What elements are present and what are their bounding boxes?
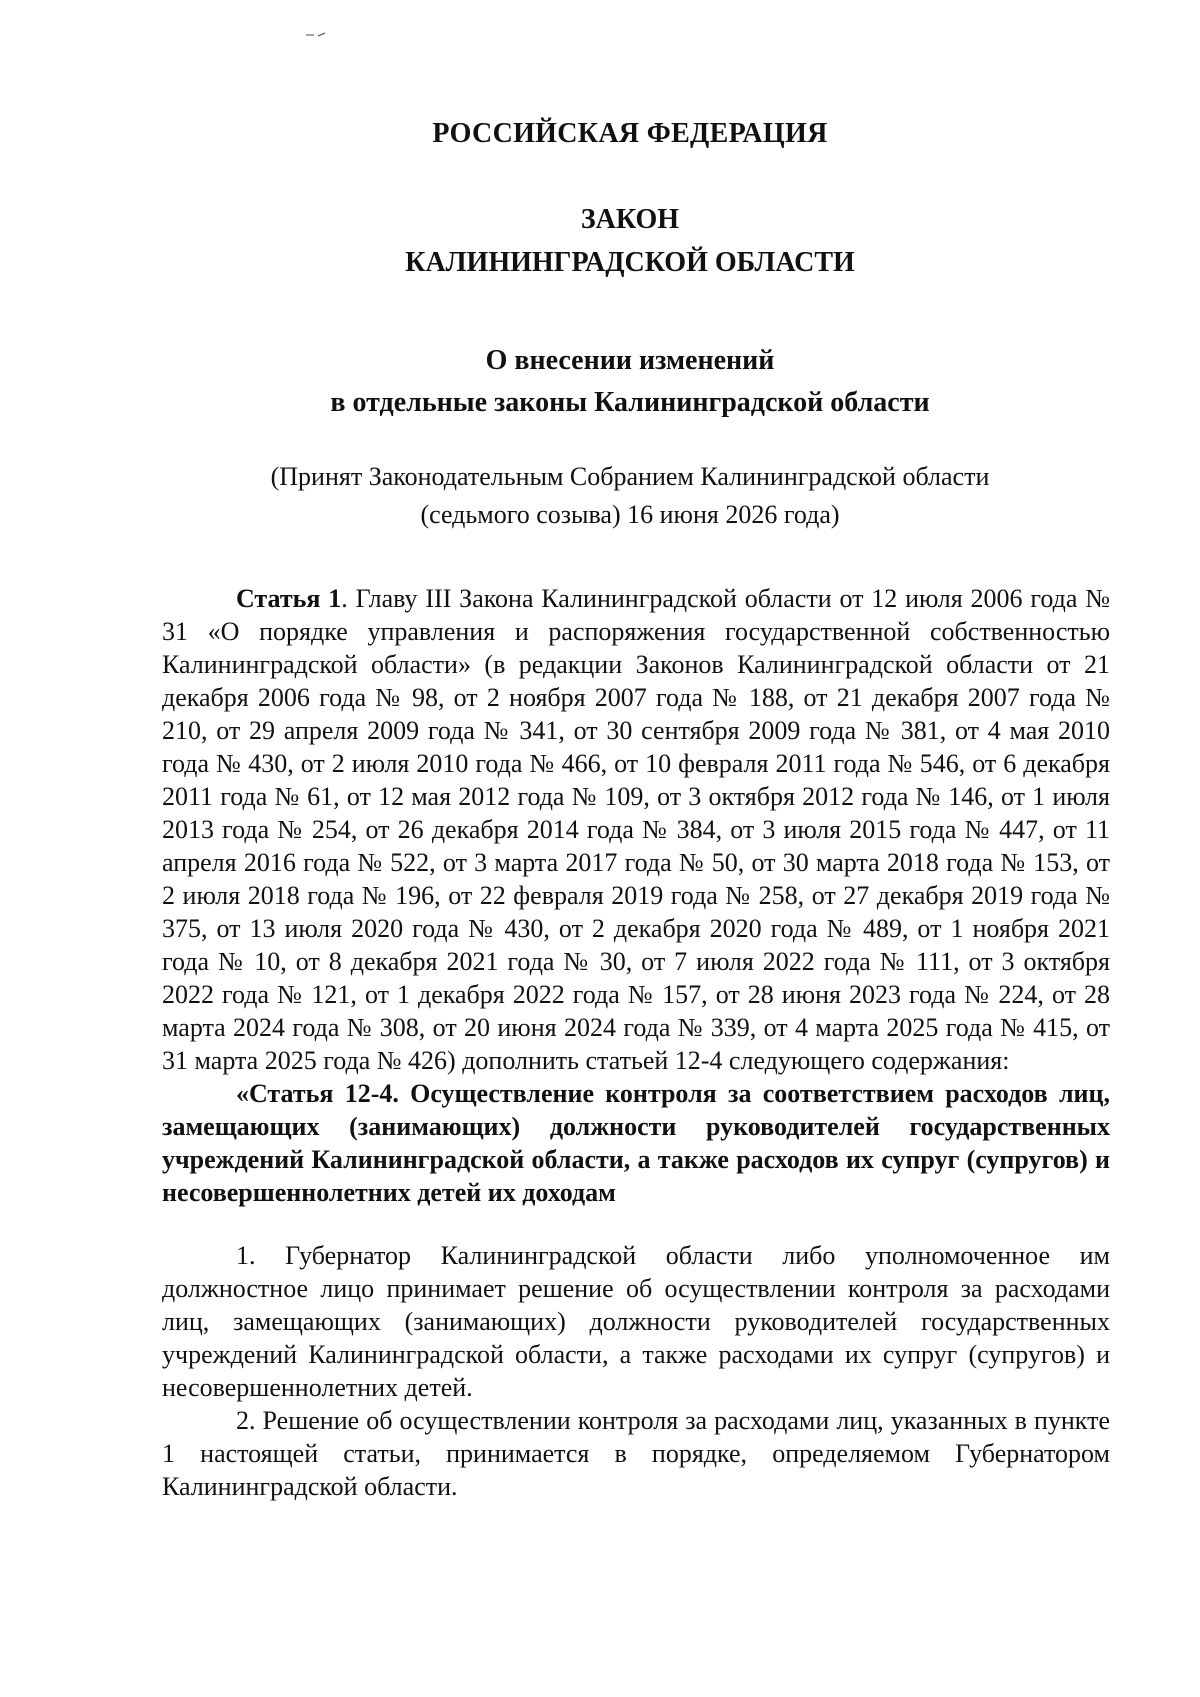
law-subject xyxy=(150,340,1110,424)
article-1-paragraph xyxy=(162,582,1110,1077)
adoption-note-line-2: (седьмого созыва) 16 июня 2026 года) xyxy=(420,500,840,529)
paragraph-gap xyxy=(162,1209,1110,1239)
law-title-line-2: КАЛИНИНГРАДСКОЙ ОБЛАСТИ xyxy=(405,247,855,278)
article-12-4-heading: «Статья 12-4. Осуществление контроля за соответствием расходов лиц, замещающих (занимающих) должности руководителей государственных учреждений Калининградской области, а также расходов их супруг (супругов) и несовершеннолетних детей их доходам xyxy=(162,1079,1110,1207)
law-subject-line-1: О внесении изменений xyxy=(485,345,775,376)
article-1-label: Статья 1 xyxy=(236,584,342,613)
adoption-note-line-1: (Принят Законодательным Собранием Калининградской области xyxy=(270,462,990,491)
scan-artifact-mark xyxy=(305,30,327,40)
law-subject-line-2: в отдельные законы Калининградской области xyxy=(330,387,930,418)
article-12-4-point-2: 2. Решение об осуществлении контроля за расходами лиц, указанных в пункте 1 настоящей статьи, принимается в порядке, определяемом Губернатором Калининградской области. xyxy=(162,1406,1110,1501)
adoption-note xyxy=(150,458,1110,534)
article-12-4-point-1: 1. Губернатор Калининградской области либо уполномоченное им должностное лицо принимает решение об осуществлении контроля за расходами лиц, замещающих (занимающих) должности руководителей государственных учреждений Калининградской области, а также расходами их супруг (супругов) и несовершеннолетних детей. xyxy=(162,1241,1110,1402)
law-title-line-1: ЗАКОН xyxy=(580,204,680,235)
law-body xyxy=(162,582,1110,1503)
article-1-text: . Главу III Закона Калининградской области от 12 июля 2006 года № 31 «О порядке управления и распоряжения государственной собственностью Калининградской области» (в редакции Законов Калининградской области от 21 декабря 2006 года № 98, от 2 ноября 2007 года № 188, от 21 декабря 2007 года № 210, от 29 апреля 2009 года № 341, от 30 сентября 2009 года № 381, от 4 мая 2010 года № 430, от 2 июля 2010 года № 466, от 10 февраля 2011 года № 546, от 6 декабря 2011 года № 61, от 12 мая 2012 года № 109, от 3 октября 2012 года № 146, от 1 июля 2013 года № 254, от 26 декабря 2014 года № 384, от 3 июля 2015 года № 447, от 11 апреля 2016 года № 522, от 3 марта 2017 года № 50, от 30 марта 2018 года № 153, от 2 июля 2018 года № 196, от 22 февраля 2019 года № 258, от 27 декабря 2019 года № 375, от 13 июля 2020 года № 430, от 2 декабря 2020 года № 489, от 1 ноября 2021 года № 10, от 8 декабря 2021 года № 30, от 7 июля 2022 года № 111, от 3 октября 2022 года № 121, от 1 декабря 2022 года № 157, от 28 июня 2023 года № 224, от 28 марта 2024 года № 308, от 20 июня 2024 года № 339, от 4 марта 2025 года № 415, от 31 марта 2025 года № 426) дополнить статьей 12-4 следующего содержания: xyxy=(162,584,1111,1075)
law-title xyxy=(150,198,1110,284)
country-heading: РОССИЙСКАЯ ФЕДЕРАЦИЯ xyxy=(432,118,828,149)
